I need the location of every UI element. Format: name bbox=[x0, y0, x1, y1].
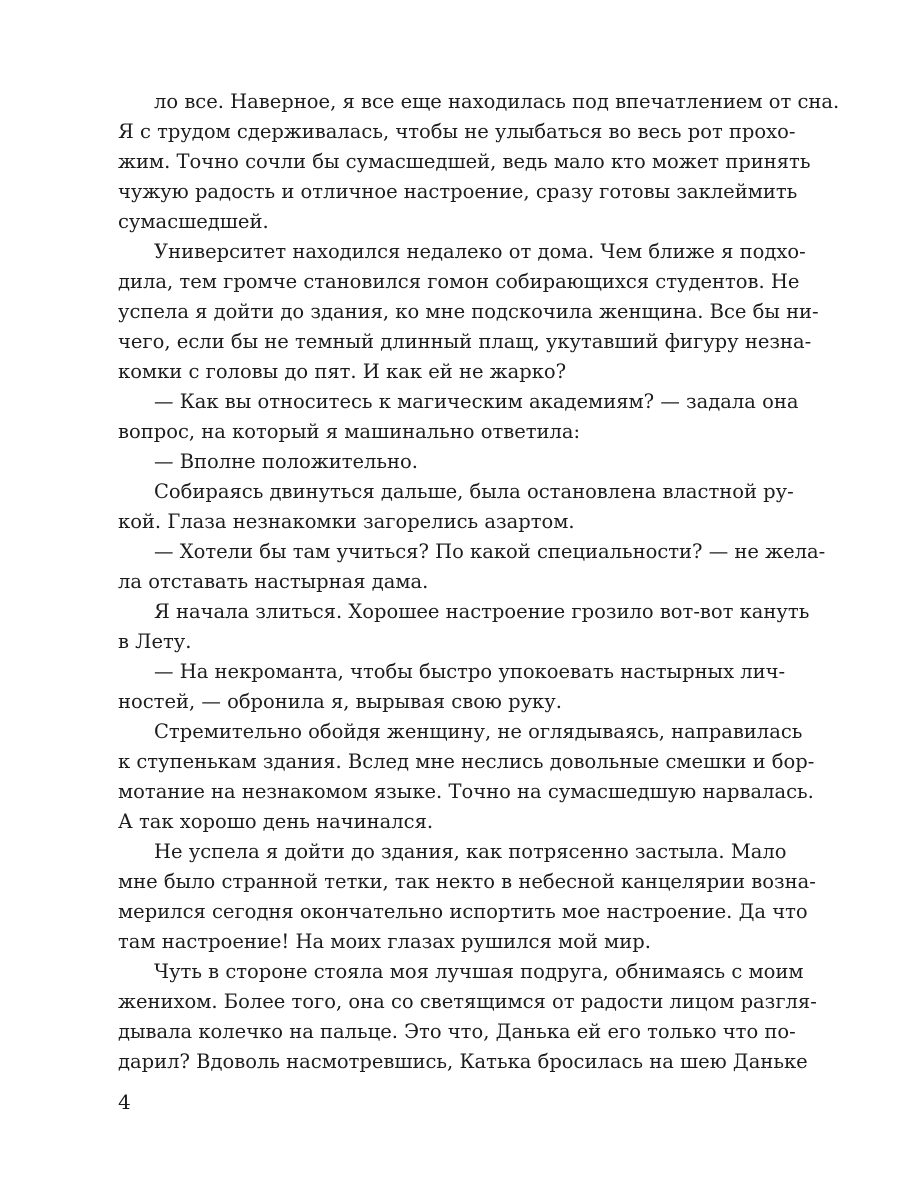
text-line: ло все. Наверное, я все еще находилась под впечатлением от сна. bbox=[154, 90, 840, 113]
text-line: ностей, — обронила я, вырывая свою руку. bbox=[118, 690, 562, 713]
text-line: — Хотели бы там учиться? По какой специальности? — не жела- bbox=[154, 540, 826, 563]
page-number: 4 bbox=[118, 1090, 131, 1114]
text-line: А так хорошо день начинался. bbox=[118, 810, 434, 833]
paragraph bbox=[118, 237, 819, 387]
paragraph bbox=[118, 657, 786, 717]
text-line: Стремительно обойдя женщину, не оглядываясь, направилась bbox=[154, 720, 803, 743]
text-line: Не успела я дойти до здания, как потрясенно застыла. Мало bbox=[154, 840, 787, 863]
text-line: — Вполне положительно. bbox=[154, 450, 418, 473]
text-line: женихом. Более того, она со светящимся от радости лицом разгля- bbox=[118, 990, 817, 1013]
text-line: кой. Глаза незнакомки загорелись азартом. bbox=[118, 510, 575, 533]
text-line: чего, если бы не темный длинный плащ, укутавший фигуру незна- bbox=[118, 330, 812, 353]
text-line: — На некроманта, чтобы быстро упокоевать настырных лич- bbox=[154, 660, 786, 683]
text-line: жим. Точно сочли бы сумасшедшей, ведь мало кто может принять bbox=[118, 150, 811, 173]
text-line: чужую радость и отличное настроение, сразу готовы заклеймить bbox=[118, 180, 798, 203]
text-line: вопрос, на который я машинально ответила: bbox=[118, 420, 581, 443]
text-line: дарил? Вдоволь насмотревшись, Катька бросилась на шею Даньке bbox=[118, 1050, 808, 1073]
paragraph bbox=[118, 447, 740, 477]
text-line: мерился сегодня окончательно испортить мое настроение. Да что bbox=[118, 900, 808, 923]
text-line: Я с трудом сдерживалась, чтобы не улыбаться во весь рот прохо- bbox=[118, 120, 796, 143]
text-line: сумасшедшей. bbox=[118, 210, 269, 233]
paragraph bbox=[118, 477, 794, 537]
text-line: Университет находился недалеко от дома. Чем ближе я подхо- bbox=[154, 240, 806, 263]
paragraph bbox=[118, 537, 826, 597]
text-line: ла отставать настырная дама. bbox=[118, 570, 429, 593]
paragraph bbox=[118, 837, 816, 957]
text-line: к ступенькам здания. Вслед мне неслись довольные смешки и бор- bbox=[118, 750, 815, 773]
paragraph bbox=[118, 597, 810, 657]
paragraph bbox=[118, 717, 815, 837]
text-line: мне было странной тетки, так некто в небесной канцелярии возна- bbox=[118, 870, 816, 893]
paragraph bbox=[118, 387, 799, 447]
text-line: Чуть в стороне стояла моя лучшая подруга, обнимаясь с моим bbox=[154, 960, 804, 983]
paragraph bbox=[118, 87, 840, 237]
text-line: Я начала злиться. Хорошее настроение грозило вот-вот кануть bbox=[154, 600, 810, 623]
text-line: дывала колечко на пальце. Это что, Данька ей его только что по- bbox=[118, 1020, 796, 1043]
paragraph bbox=[118, 957, 817, 1077]
body-text bbox=[118, 87, 840, 1077]
text-line: мотание на незнакомом языке. Точно на сумасшедшую нарвалась. bbox=[118, 780, 814, 803]
text-line: там настроение! На моих глазах рушился мой мир. bbox=[118, 930, 651, 953]
text-line: Собираясь двинуться дальше, была остановлена властной ру- bbox=[154, 480, 794, 503]
text-line: — Как вы относитесь к магическим академиям? — задала она bbox=[154, 390, 799, 413]
text-line: успела я дойти до здания, ко мне подскочила женщина. Все бы ни- bbox=[118, 300, 819, 323]
text-line: комки с головы до пят. И как ей не жарко? bbox=[118, 360, 567, 383]
text-line: дила, тем громче становился гомон собирающихся студентов. Не bbox=[118, 270, 800, 293]
text-line: в Лету. bbox=[118, 630, 192, 653]
